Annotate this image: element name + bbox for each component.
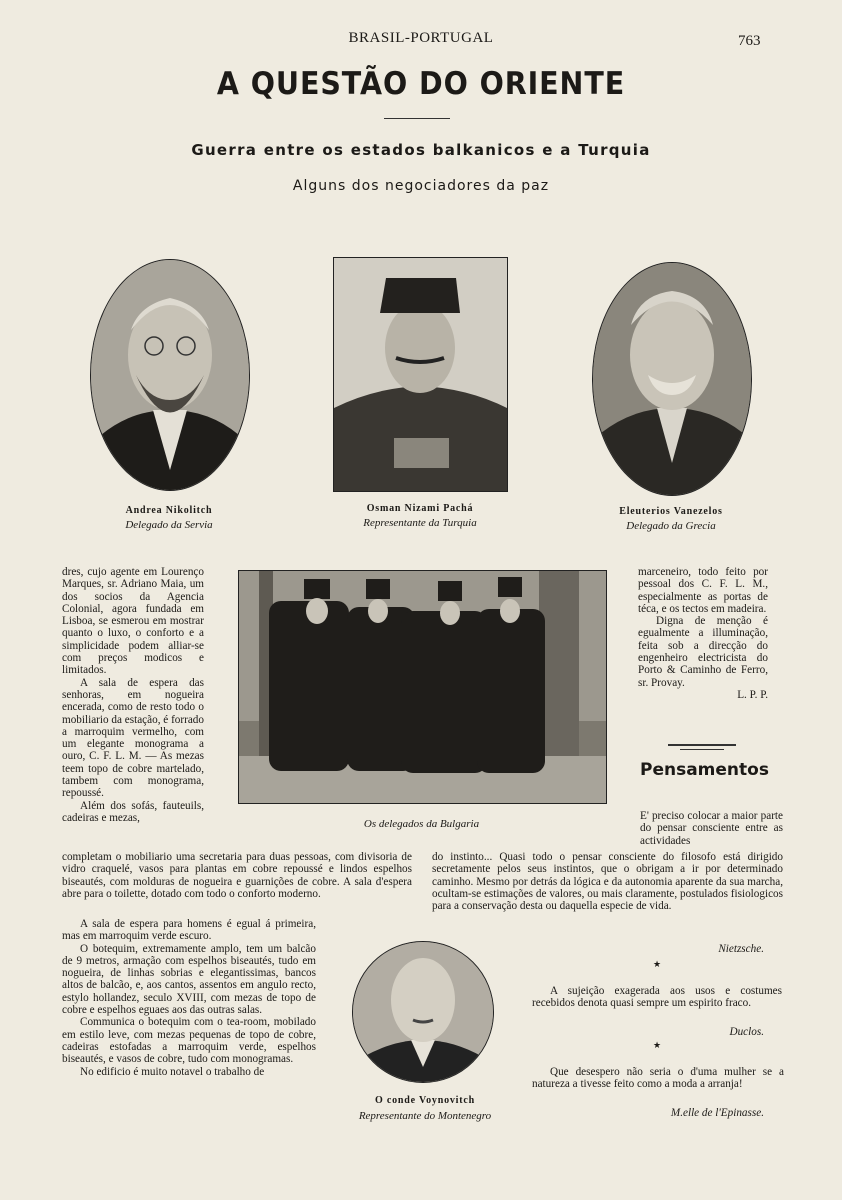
article-right-column [638, 566, 768, 701]
paragraph: O botequim, extremamente amplo, tem um balcão de 9 metros, armação com espelhos biseautés, tudo em nogueira, de linhas sobrias e elegantissimas, bancos altos de balcão, e, aos cantos, assentos em angulo recto, estylo hollandez, seculo XVIII, com mezas de topo de cobre e espelhos eguaes aos das outras salas. [62, 942, 316, 1017]
paragraph: No edificio é muito notavel o trabalho de [80, 1065, 265, 1078]
quote-author: M.elle de l'Epinasse. [670, 1107, 764, 1119]
caption-role: Representante da Turquia [363, 517, 477, 529]
paragraph: A sala de espera para homens é egual á primeira, mas em marroquim verde escuro. [62, 918, 316, 943]
portrait-vanezelos [592, 262, 752, 496]
article-title: A QUESTÃO DO ORIENTE [216, 66, 626, 102]
group-photo-bulgaria [238, 570, 607, 804]
paragraph: Communica o botequim com o tea-room, mobilado em estilo leve, com mezas pequenas de topo de cobre, cadeiras estofadas a marroquim verde, espelhos biseautés, e vasos de cobre, tudo com monogramas. [62, 1016, 316, 1066]
article-left-column-bottom [62, 918, 316, 1078]
caption-role: Delegado da Servia [125, 519, 213, 531]
quote-wide: do instinto... Quasi todo o pensar consciente do filosofo está dirigido secretamente pelos seus instintos, que o obrigam a ir por determinado caminho. Mesmo por detrás da lógica e da autonomia aparente da sua marcha, ocultam-se estimações de valores, ou mais claramente, postulados fisiologicos para a conservação desta ou daquella especie de vida. [432, 851, 783, 913]
page-number: 763 [738, 33, 761, 49]
article-kicker: Alguns dos negociadores da paz [292, 178, 550, 194]
article-subtitle: Guerra entre os estados balkanicos e a Turquia [191, 141, 651, 159]
article-wide-paragraph: completam o mobiliario uma secretaria para duas pessoas, com divisoria de vidro craquelé, vasos para plantas em cobre repoussé e lindos espelhos biseautés, com molduras de nogueira e guarnições de cobre. A sala d'espera abre para o toilette, dotado com todo o conforto moderno. [62, 851, 412, 900]
running-header: BRASIL-PORTUGAL [348, 30, 494, 46]
portrait-osman-pacha [333, 257, 508, 492]
caption-name: Osman Nizami Pachá [366, 503, 474, 514]
quote-author: Nietzsche. [718, 943, 764, 955]
caption-name: Eleuterios Vanezelos [619, 506, 723, 517]
separator-star: ★ [652, 960, 662, 970]
pensamentos-title: Pensamentos [640, 760, 769, 780]
quote-start: E' preciso colocar a maior parte do pensar consciente entre as actividades [640, 810, 783, 847]
quote-author: Duclos. [729, 1026, 764, 1038]
article-left-column [62, 566, 204, 824]
quote: A sujeição exagerada aos usos e costumes recebidos denota quasi sempre um espirito fraco. [532, 985, 782, 1010]
caption-role: Delegado da Grecia [626, 520, 716, 532]
quote: Que desespero não seria o d'uma mulher se a natureza a tivesse feito como a moda a arranja! [532, 1066, 784, 1091]
article-signature: L. P. P. [737, 688, 768, 701]
portrait-voynovitch [352, 941, 494, 1083]
paragraph: Além dos sofás, fauteuils, cadeiras e mezas, [62, 799, 204, 824]
group-caption: Os delegados da Bulgaria [363, 818, 480, 830]
divider [668, 744, 736, 746]
separator-star: ★ [652, 1041, 662, 1051]
caption-name: Andrea Nikolitch [125, 505, 213, 516]
portrait-nikolitch [90, 259, 250, 491]
caption-name: O conde Voynovitch [375, 1095, 475, 1106]
divider [680, 749, 724, 750]
paragraph: dres, cujo agente em Lourenço Marques, sr. Adriano Maia, um dos socios da Agencia Colonial, agora fundada em Lisboa, se esmerou em mostrar quanto o luxo, o conforto e a simplicidade podem alliar-se com preços modicos e limitados. [62, 566, 204, 677]
paragraph: A sala de espera das senhoras, em nogueira encerada, como de resto todo o mobiliario da estação, é forrado a marroquim vermelho, com um elegante monograma a ouro, C. F. L. M. — As mezas teem topo de cobre martelado, tambem com monograma, repoussé. [62, 676, 204, 800]
paragraph: marceneiro, todo feito por pessoal dos C. F. L. M., especialmente as portas de téca, e os tectos em madeira. [638, 566, 768, 615]
paragraph: Digna de menção é egualmente a illuminação, feita sob a direcção do engenheiro electricista do Porto & Caminho de Ferro, sr. Provay. [638, 615, 768, 689]
title-divider [384, 118, 450, 119]
caption-role: Representante do Montenegro [358, 1110, 492, 1122]
